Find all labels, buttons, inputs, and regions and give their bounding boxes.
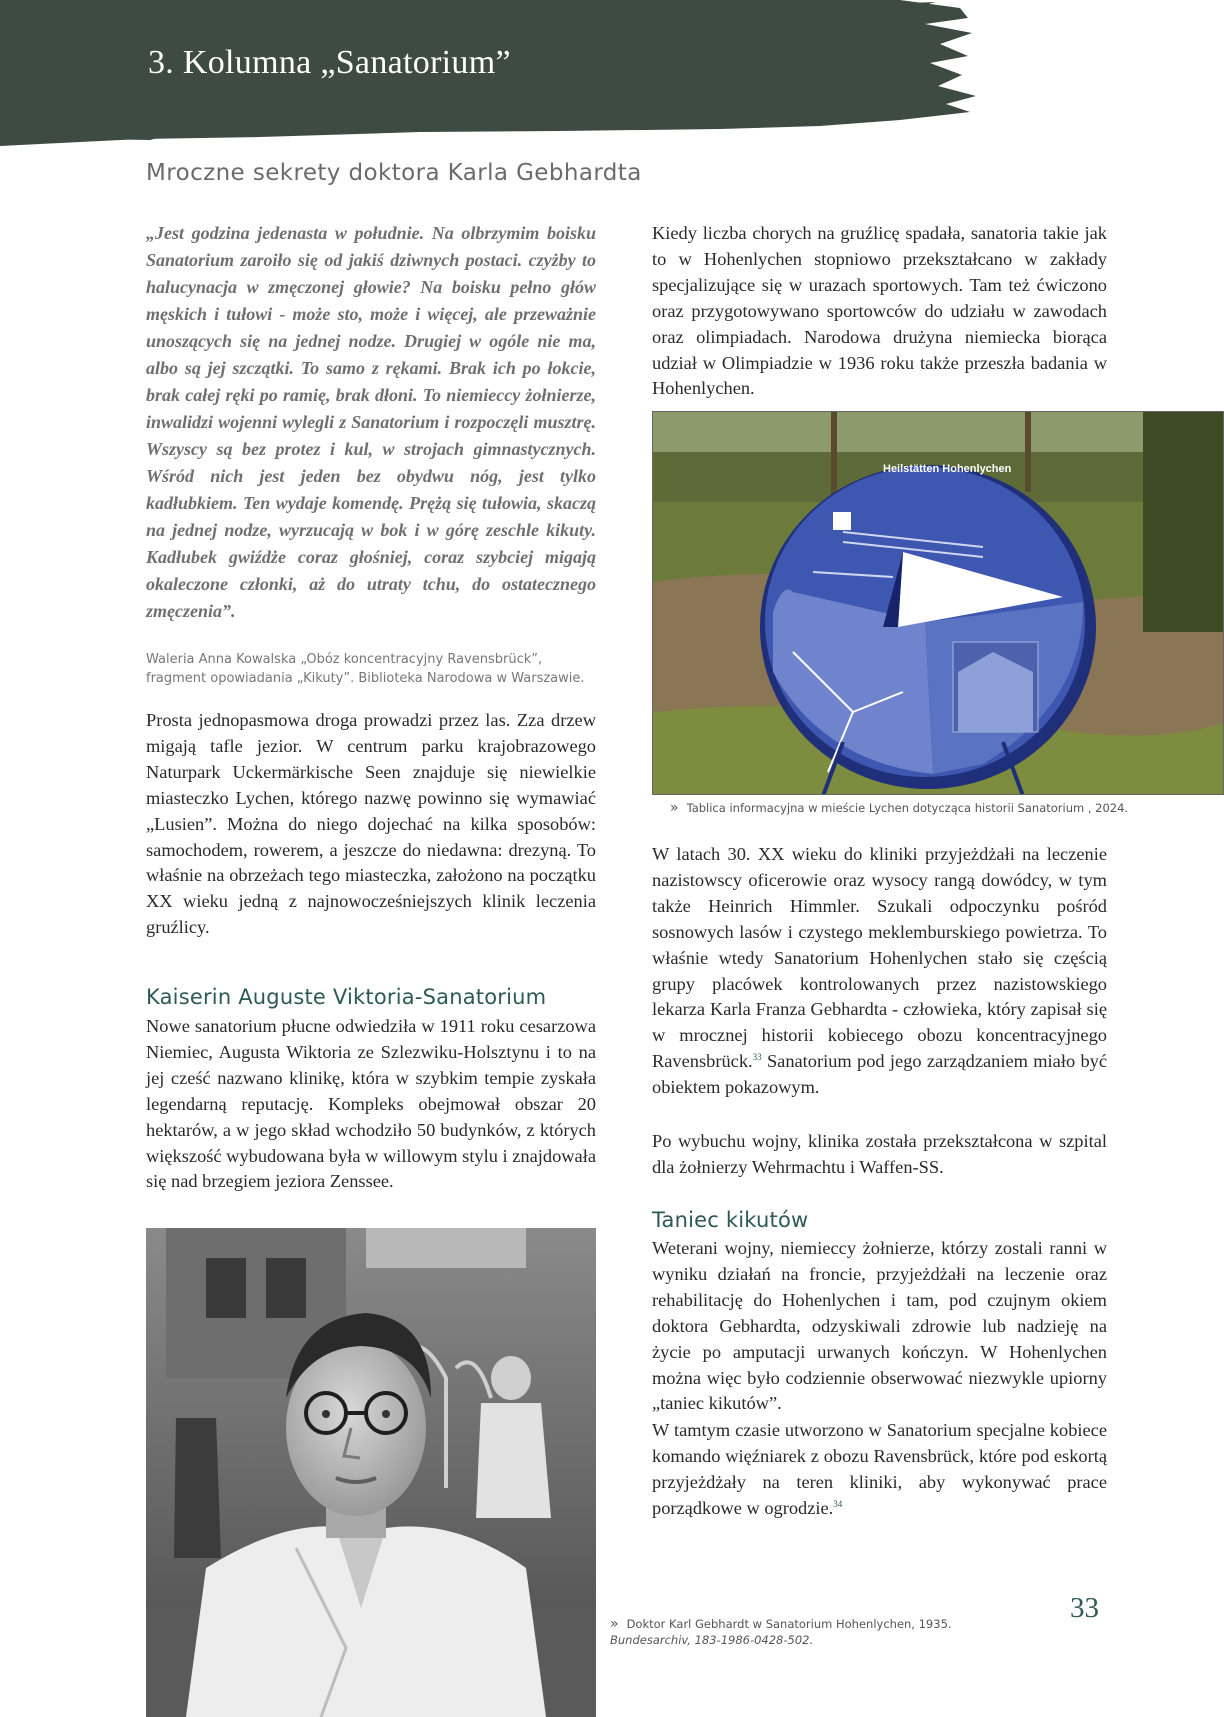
section-heading-sanatorium: Kaiserin Auguste Viktoria-Sanatorium <box>146 985 547 1009</box>
footnote-33: 33 <box>752 1052 762 1063</box>
page-subtitle: Mroczne sekrety doktora Karla Gebhardta <box>146 160 642 186</box>
paragraph-nazi-officers <box>652 842 1107 1101</box>
paragraph-nazi-officers-tail: Sanatorium pod jego zarządzaniem miało być obiektem pokazowym. <box>652 1051 1107 1098</box>
footnote-34: 34 <box>833 1498 843 1509</box>
doctor-photo-credit: Bundesarchiv, 183-1986-0428-502. <box>610 1633 814 1647</box>
chapter-title: 3. Kolumna „Sanatorium” <box>148 44 511 81</box>
page-number: 33 <box>1070 1592 1099 1624</box>
doctor-caption-text: Doktor Karl Gebhardt w Sanatorium Hohenlychen, 1935. <box>626 1617 952 1631</box>
quote-source: Waleria Anna Kowalska „Obóz koncentracyjny Ravensbrück”, fragment opowiadania „Kikuty”. Biblioteka Narodowa w Warszawie. <box>146 652 585 686</box>
sign-photo-caption <box>670 800 1210 816</box>
intro-paragraph: Prosta jednopasmowa droga prowadzi przez las. Zza drzew migają tafle jezior. W centrum parku krajobrazowego Naturpark Uckermärkische Seen znajduje się niewielkie miasteczko Lychen, którego nazwę powinno się wymawiać „Lusien”. Można do niego dojechać na kilka sposobów: samochodem, rowerem, a jeszcze do niedawna: drezyną. To właśnie na obrzeżach tego miasteczka, założono na początku XX wieku jedną z najnowocześniejszych klinik leczenia gruźlicy. <box>146 710 596 938</box>
doctor-photo <box>146 1228 596 1717</box>
sign-board-title: Heilstätten Hohenlychen <box>883 463 1012 475</box>
caption-mark: » <box>610 1616 619 1632</box>
paragraph-commando <box>652 1418 1107 1522</box>
sign-caption-text: Tablica informacyjna w mieście Lychen dotycząca historii Sanatorium , 2024. <box>686 801 1129 815</box>
paragraph-veterans: Weterani wojny, niemieccy żołnierze, którzy zostali ranni w wyniku działań na froncie, przyjeżdżałi na leczenie oraz rehabilitację do Hohenlychen i tam, pod czujnym okiem doktora Gebhardta, odzyskiwali zdrowie lub nadzieję na życie po amputacji urwanych kończyn. W Hohenlychen można więc było codziennie obserwować niezwykle upiorny „taniec kikutów”. <box>652 1238 1107 1414</box>
paragraph-war-hospital: Po wybuchu wojny, klinika została przekształcona w szpital dla żołnierzy Wehrmachtu i Waffen-SS. <box>652 1131 1107 1177</box>
paragraph-nazi-officers-text: W latach 30. XX wieku do kliniki przyjeżdżałi na leczenie nazistowscy oficerowie oraz wysocy rangą dowódcy, w tym także Heinrich Himmler. Szukali odpoczynku pośród sosnowych lasów i czystego meklemburskiego powietrza. To właśnie wtedy Sanatorium Hohenlychen stało się częścią grupy placówek kontrolowanych przez nazistowskiego lekarza Karla Franza Gebhardta - człowieka, który zapisał się w mrocznej historii kobiecego obozu koncentracyjnego Ravensbrück. <box>652 844 1107 1072</box>
doctor-photo-caption <box>610 1616 990 1648</box>
paragraph-sports-clinic: Kiedy liczba chorych na gruźlicę spadała, sanatoria takie jak to w Hohenlychen stopniowo przekształcano w zakłady specjalizujące się w urazach sportowych. Tam też ćwiczono oraz przygotowywano sportowców do udziału w zawodach oraz olimpiadach. Narodowa drużyna niemiecka biorąca udział w Olimpiadzie w 1936 roku także przeszła badania w Hohenlychen. <box>652 223 1107 399</box>
caption-mark: » <box>670 800 679 816</box>
sign-photo <box>652 411 1224 795</box>
section-heading-dance: Taniec kikutów <box>652 1208 809 1232</box>
sanatorium-paragraph: Nowe sanatorium płucne odwiedziła w 1911 roku cesarzowa Niemiec, Augusta Wiktoria ze Szlezwiku-Holsztynu i to na jej cześć nazwano klinikę, która w szybkim tempie zyskała legendarną reputację. Kompleks obejmował obszar 20 hektarów, a w jego skład wchodziło 50 budynków, z których większość wybudowana była w willowym stylu i znajdowała się nad brzegiem jeziora Zenssee. <box>146 1016 596 1192</box>
quote-text: „Jest godzina jedenasta w południe. Na olbrzymim boisku Sanatorium zaroiło się od jakiś dziwnych postaci. czyżby to halucynacja w zmęczonej głowie? Na boisku pełno głów męskich i tułowi - może sto, może i więcej, ale przeważnie unoszących się na jednej nodze. Drugiej w ogóle nie ma, albo są jej szczątki. To samo z rękami. Brak ich po łokcie, brak całej ręki po ramię, brak dłoni. To niemieccy żołnierze, inwalidzi wojenni wylegli z Sanatorium i rozpoczęli musztrę. Wszyscy są bez protez i kul, w strojach gimnastycznych. Wśród nich jest jeden bez obydwu nóg, jest tylko kadłubkiem. Ten wydaje komendę. Prężą się tułowia, skaczą na jednej nodze, wyrzucają w bok i w górę zeschle kikuty. Kadłubek gwiźdże coraz głośniej, coraz szybciej migają okaleczone członki, aż do utraty tchu, do ostatecznego zmęczenia”. <box>146 223 596 621</box>
paragraph-commando-text: W tamtym czasie utworzono w Sanatorium specjalne kobiece komando więźniarek z obozu Ravensbrück, które pod eskortą przyjeżdżały na teren kliniki, aby wykonywać prace porządkowe w ogrodzie. <box>652 1420 1107 1518</box>
